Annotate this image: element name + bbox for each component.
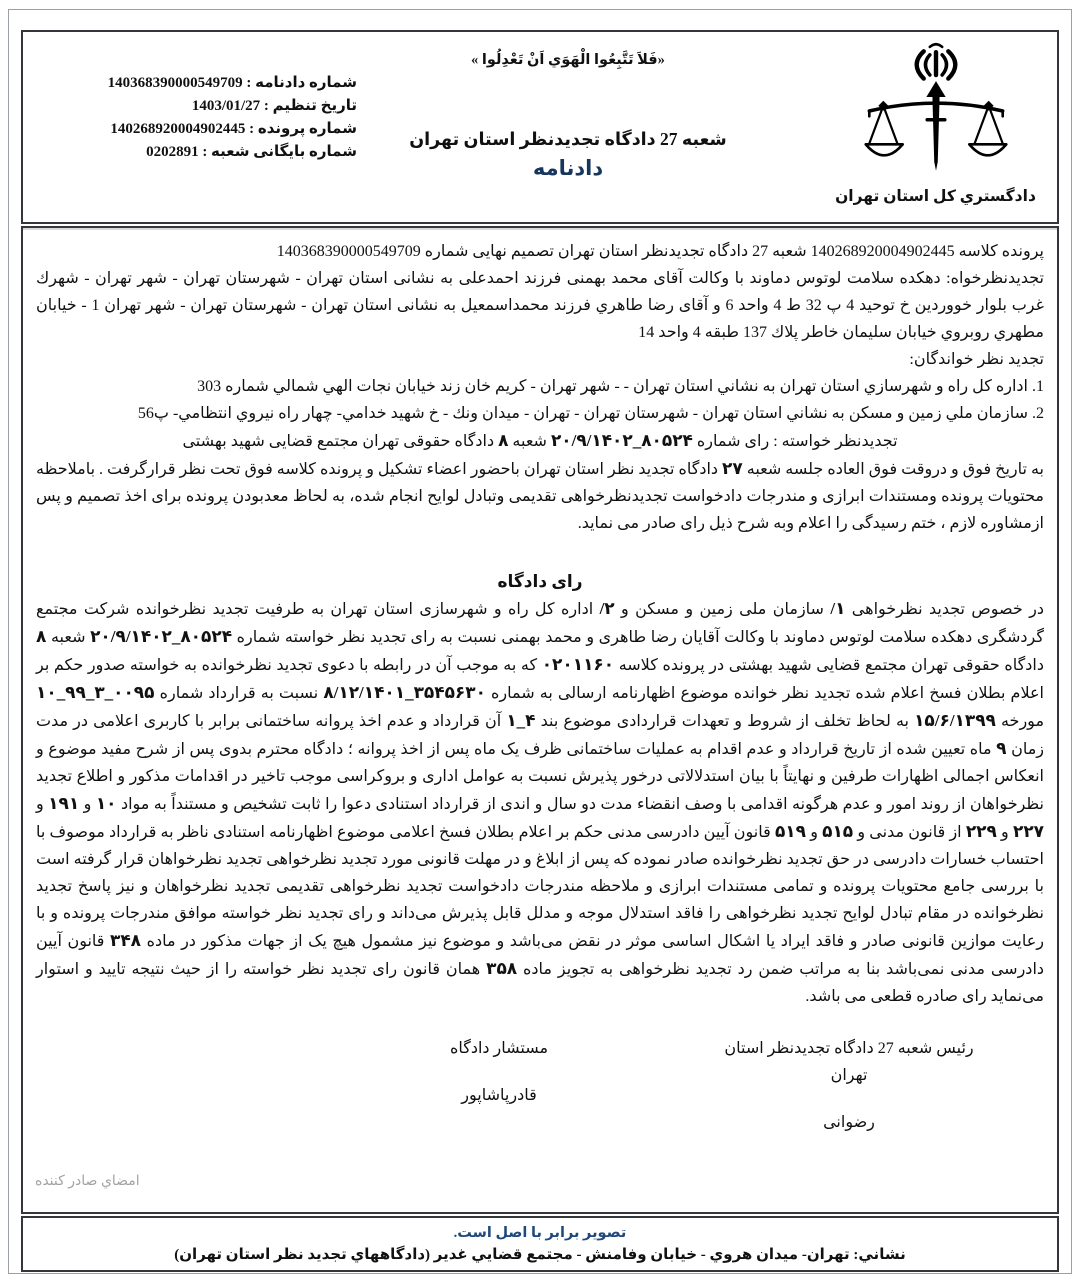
footer-content [23, 1218, 1057, 1267]
judgment-content [23, 228, 1057, 1212]
case-summary-line: پرونده کلاسه 140268920004902445 شعبه 27 دادگاه تجدیدنظر استان تهران تصمیم نهایی شماره 140368390000549709 [276, 243, 1044, 260]
court-address-line: نشاني: تهران- میدان هروي - خیابان وفامنش - مجتمع قضایي غدیر (دادگاههاي تجدید نظر استان تهران) [174, 1247, 906, 1263]
branch-archive-number-line: شماره بایگانی شعبه : 0202891 [146, 144, 357, 160]
verdict-paragraph: در خصوص تجدید نظرخواهی ۱/ سازمان ملی زمین و مسکن و ۲/ اداره کل راه و شهرسازی استان تهران به طرفیت تجدید نظرخوانده شرکت مجتمع گردشگری دهکده سلامت لوتوس دماوند با وکالت آقایان رضا طاهری و محمد بهمنی نسبت به رای تجدید نظر خواسته شماره ۸۰۵۲۴_۲۰/۹/۱۴۰۲ شعبه ۸ دادگاه حقوقی تهران مجتمع قضایی شهید بهشتی در پرونده کلاسه ۰۲۰۱۱۶۰ که به موجب آن در رابطه با دعوی تجدید نظرخوانده به خواسته صدور حکم بر اعلام بطلان فسخ اعلام شده تجدید نظر خوانده موضوع اظهارنامه ارسالی به شماره ۳۵۴۵۶۳۰_۸/۱۲/۱۴۰۱ نسبت به قرارداد شماره ۰۰۹۵_۳_۹۹_۱۰ مورخه ۱۵/۶/۱۳۹۹ به لحاظ تخلف از شروط و تعهدات قراردادی موضوع بند ۴_۱ آن قرارداد و عدم اخذ پروانه ساختمانی برابر با کاربری اعلامی در مدت زمان ۹ ماه تعیین شده از تاریخ قرارداد و عدم اقدام به عملیات ساختمانی ظرف یک ماه پس از اخذ پروانه ؛ دادگاه محترم بدوی پس از شرح مفید موضوع و انعکاس اجمالی اظهارات طرفین و نهایتاً با بیان استدلالاتی درخور پذیرش نسبت به عوامل اداری و بروکراسی موجب تاخیر در اقدامات مذکور و اطلاع تجدید نظرخواهان از روند امور و عدم هرگونه اقدامی با وصف انقضاء مدت دو سال و اندی از قرارداد استنادی دعوا را ثابت تشخیص و مستنداً به مواد ۱۰ و ۱۹۱ و ۲۲۷ و ۲۲۹ از قانون مدنی و ۵۱۵ و ۵۱۹ قانون آیین دادرسی مدنی حکم بر اعلام بطلان فسخ اعلامی موضوع اظهارنامه استنادی ناظر به قرارداد موصوف با احتساب خسارات دادرسی در حق تجدید نظرخوانده صادر نموده که پس از ابلاغ و در مهلت قانونی مورد تجدید نظرخواهی تجدید نظرخواهان قرار گرفته است با بررسی جامع محتویات پرونده و تمامی مستندات ابرازی و ملاحظه مندرجات دادخواست تجدید نظرخواهی تقدیمی تجدید نظرخواهان و نیز پاسخ تجدید نظرخوانده در مقام تبادل لوایح تجدید نظرخواهی را فاقد استدلال موجه و مدلل قابل پذیرش می‌داند و رای تجدید نظر خواسته موافق مندرجات پرونده و با رعایت موازین قانونی صادر و فاقد ایراد یا اشکال اساسی موثر در نقض می‌باشد و موضوع نیز مشمول هیچ یک از جهات مذکور در ماده ۳۴۸ قانون آیین دادرسی مدنی نمی‌باشد بنا به مراتب ضمن رد تجدید نظرخواهی به تجویز ماده ۳۵۸ همان قانون رای تجدید نظر خواسته را از حیث نتیجه تایید و استوار می‌نماید رای صادره قطعی می باشد. [36, 599, 1045, 1005]
counselor-name: قادرپاشاپور [461, 1087, 537, 1104]
org-caption: دادگستري کل استان تهران [835, 188, 1036, 205]
president-role: رئیس شعبه 27 دادگاه تجدیدنظر استان تهران [724, 1040, 974, 1084]
issuer-signature-note: امضاي صادر كننده [35, 1174, 140, 1189]
judgment-body-section [21, 226, 1059, 1214]
signature-president [704, 1035, 994, 1136]
judiciary-logo-block [828, 36, 1043, 206]
document-type-title: دادنامه [532, 156, 604, 180]
respondent-2-line: 2. سازمان ملي زمین و مسکن به نشاني استان تهران - شهرستان تهران - تهران - میدان ونك - خ شهید خدامي- چهار راه نیروي انتظامي- پ56 [137, 405, 1044, 422]
respondents-label: تجدید نظر خواندگان: [909, 351, 1044, 368]
case-meta-block [85, 72, 357, 164]
quran-verse: «فَلاَ تَتَّبِعُوا الْهَوَي اَنْ تَعْدِلُوا » [471, 52, 665, 68]
counselor-role: مستشار دادگاه [449, 1040, 549, 1057]
certified-copy-line: تصویر برابر با اصل است. [453, 1225, 627, 1241]
verdict-title: رای دادگاه [497, 572, 583, 591]
appellant-line: تجدیدنظرخواه: دهکده سلامت لوتوس دماوند با وکالت آقای محمد بهمنی فرزند احمدعلی به نشانی استان تهران - شهرستان تهران - شهر تهران - شهرك غرب بلوار خووردین خ توحید 4 پ 32 ط 4 واحد 6 و آقای رضا طاهري فرزند محمداسمعیل به نشانی استان تهران - شهرستان تهران - شهر تهران 1 - خیابان مطهري روبروي خیابان سلیمان خاطر پلاك 137 طبقه 4 واحد 14 [36, 270, 1045, 341]
session-paragraph: به تاریخ فوق و دروقت فوق العاده جلسه شعبه ۲۷ دادگاه تجدید نظر استان تهران باحضور اعضاء تشکیل و پرونده کلاسه فوق تحت نظر قرارگرفت . باملاحظه محتویات پرونده ومستندات ابرازی و مندرجات دادخواست تجدیدنظرخواهی تقدیمی وتبادل لوایح انجام شده، به لحاظ معدبودن پرونده برای اخذ تصمیم و پس ازمشاوره لازم ، ختم رسیدگی را اعلام وبه شرح ذیل رای صادر می نماید. [36, 459, 1045, 532]
signature-counselor [379, 1035, 619, 1136]
issue-date-line: تاریخ تنظیم : 1403/01/27 [191, 98, 357, 114]
signature-block [36, 1035, 1044, 1136]
header-section [21, 30, 1059, 224]
file-number-line: شماره پرونده : 140268920004902445 [110, 121, 357, 137]
header-center-block [353, 44, 783, 181]
respondent-1-line: 1. اداره کل راه و شهرسازي استان تهران به نشاني استان تهران - - شهر تهران - کریم خان زند خیابان نجات الهي شمالي شماره 303 [197, 378, 1044, 395]
footer-section [21, 1216, 1059, 1272]
appeal-subject-line: تجدیدنظر خواسته : رای شماره ۸۰۵۲۴_۲۰/۹/۱۴۰۲ شعبه ۸ دادگاه حقوقی تهران مجتمع قضایی شهید بهشتی [182, 431, 898, 450]
court-branch-title: شعبه 27 دادگاه تجدیدنظر استان تهران [409, 129, 727, 149]
judgment-number-line: شماره دادنامه : 140368390000549709 [107, 75, 357, 91]
president-name: رضوانی [823, 1114, 875, 1131]
